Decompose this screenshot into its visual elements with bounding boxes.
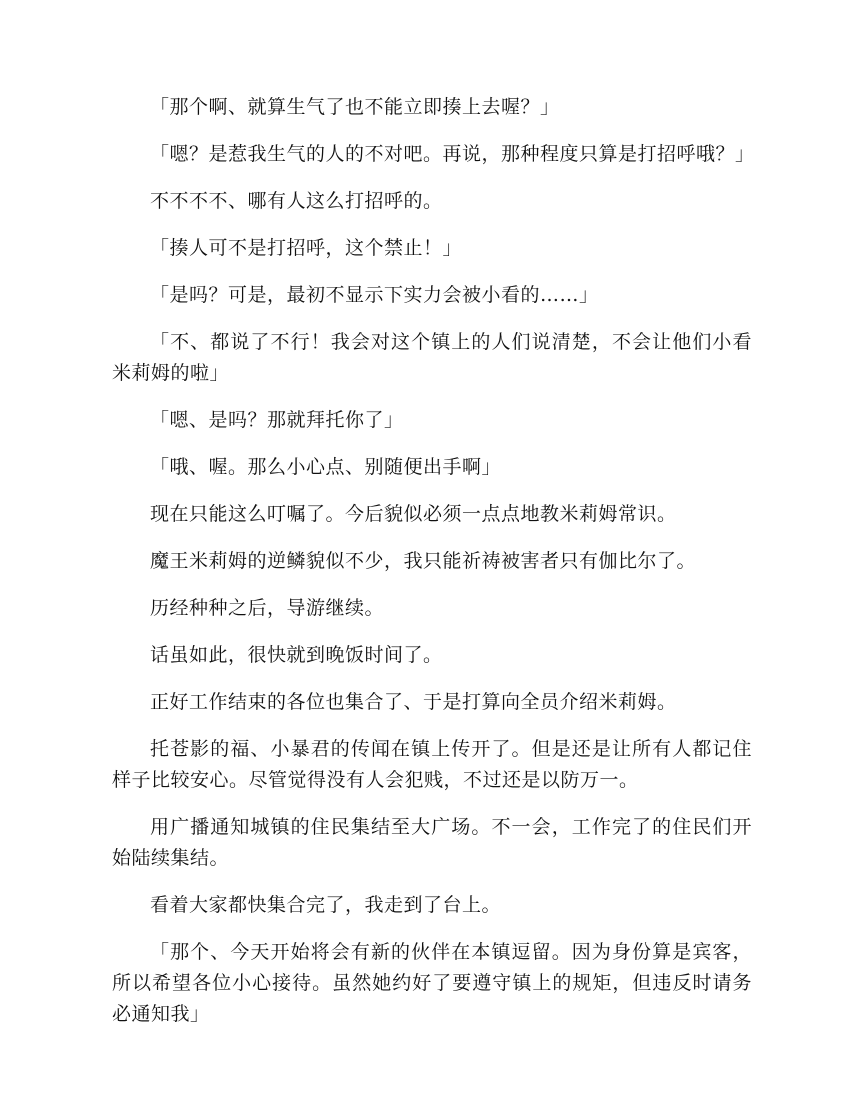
paragraph: 用广播通知城镇的住民集结至大广场。不一会，工作完了的住民们开始陆续集结。	[112, 816, 752, 869]
paragraph: 历经种种之后，导游继续。	[150, 597, 385, 619]
paragraph: 「那个、今天开始将会有新的伙伴在本镇逗留。因为身份算是宾客，所以希望各位小心接待。虽然她约好了要遵守镇上的规矩，但违反时请务必通知我」	[112, 941, 752, 1025]
paragraph: 话虽如此，很快就到晚饭时间了。	[150, 644, 443, 666]
paragraph: 「那个啊、就算生气了也不能立即揍上去喔？」	[150, 96, 560, 118]
paragraph: 不不不不、哪有人这么打招呼的。	[150, 190, 443, 212]
paragraph: 「嗯？是惹我生气的人的不对吧。再说，那种程度只算是打招呼哦？」	[150, 143, 755, 165]
paragraph: 「不、都说了不行！我会对这个镇上的人们说清楚，不会让他们小看米莉姆的啦」	[112, 331, 752, 384]
document-page	[112, 92, 755, 1046]
paragraph: 现在只能这么叮嘱了。今后貌似必须一点点地教米莉姆常识。	[150, 503, 677, 525]
paragraph: 「哦、喔。那么小心点、别随便出手啊」	[150, 456, 502, 478]
paragraph: 托苍影的福、小暴君的传闻在镇上传开了。但是还是让所有人都记住样子比较安心。尽管觉得没有人会犯贱，不过还是以防万一。	[112, 738, 752, 791]
paragraph: 看着大家都快集合完了，我走到了台上。	[150, 894, 502, 916]
paragraph: 「嗯、是吗？那就拜托你了」	[150, 409, 404, 431]
paragraph: 魔王米莉姆的逆鳞貌似不少，我只能祈祷被害者只有伽比尔了。	[150, 550, 697, 572]
paragraph: 「揍人可不是打招呼，这个禁止！」	[150, 237, 463, 259]
paragraph: 正好工作结束的各位也集合了、于是打算向全员介绍米莉姆。	[150, 691, 677, 713]
paragraph: 「是吗？可是，最初不显示下实力会被小看的……」	[150, 284, 599, 306]
